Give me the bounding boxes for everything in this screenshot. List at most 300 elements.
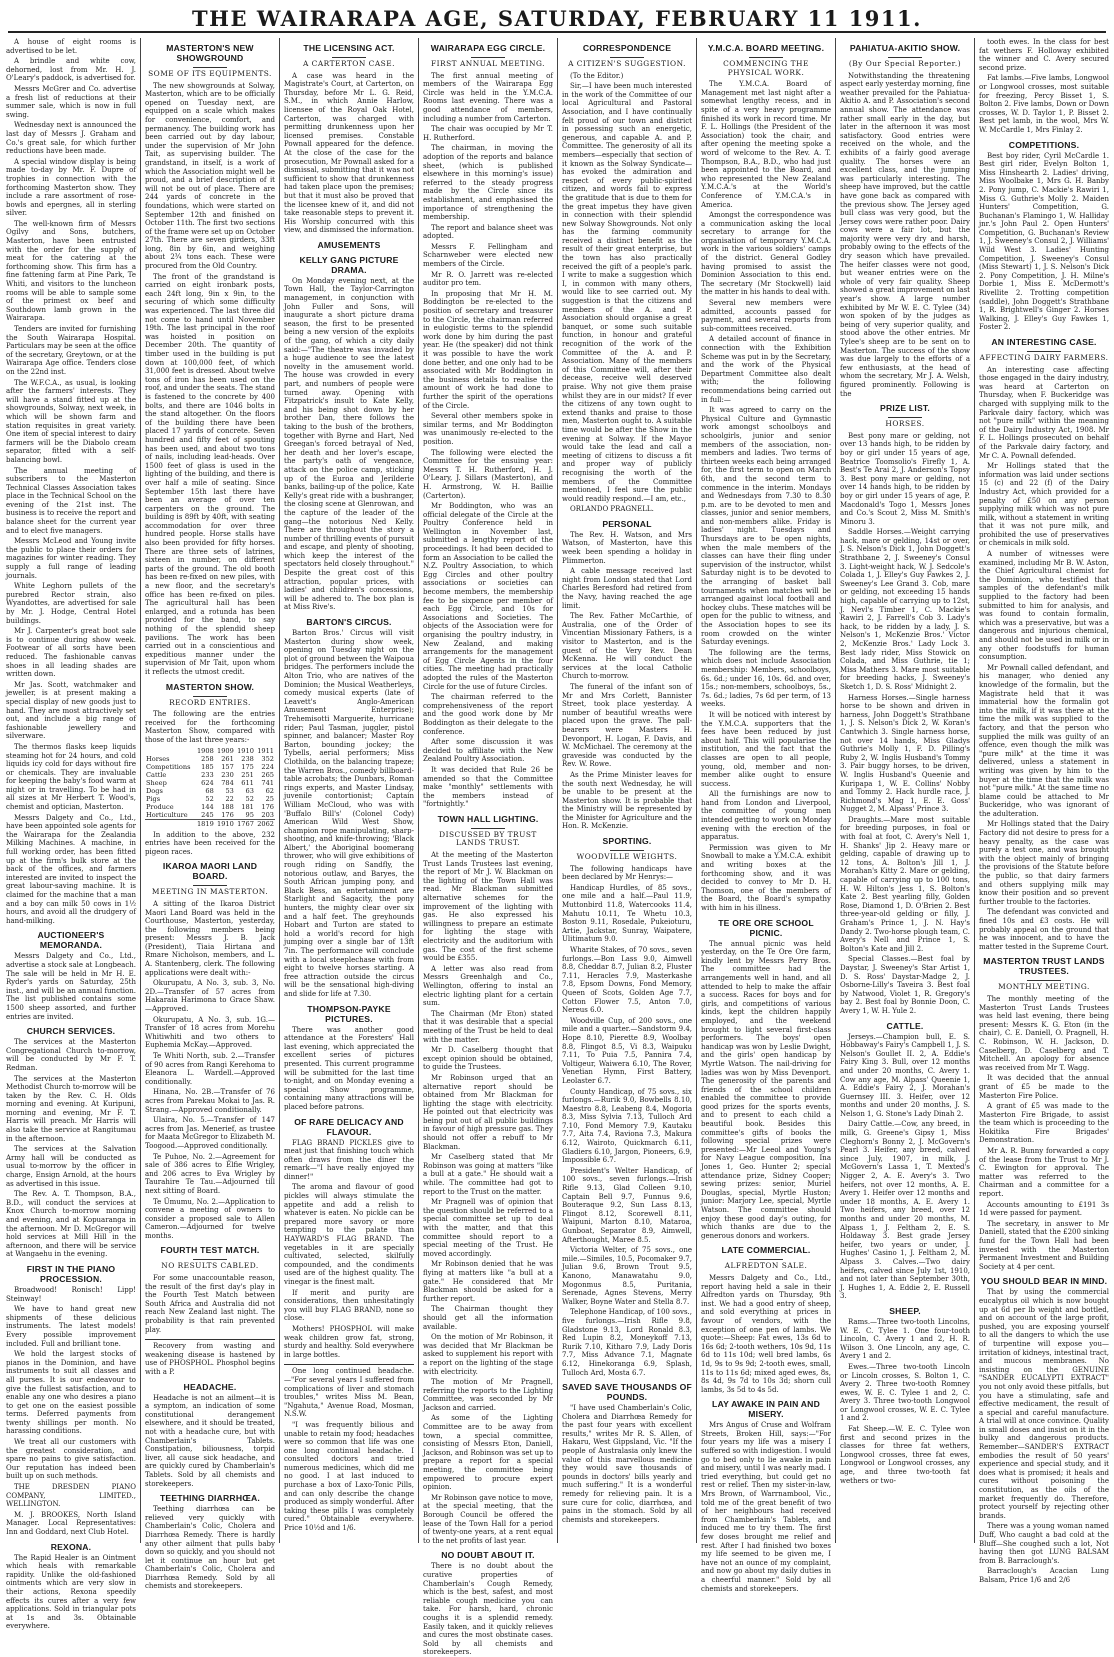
article-paragraph: The well-known firm of Messrs Ogilvy and Sons, butchers, Masterton, have been entrusted with the order for the supply of meat for the catering at the forthcoming show. This firm has a fine fattening farm at Pine Park, Te Whiti, and visitors to the luncheon rooms will be able to sample some of the primest ox beef and Southdown lamb grown in the Wairarapa. — [6, 219, 136, 323]
article-paragraph: Saddle Horses.—Weight carrying hack, mare or gelding, 14st or over, J. S. Nelson's Dick 1, John Doggett's Strathbane 2, J. Sweeney's Consul 3. Light-weight hack, W. J. Sedcole's Colada 1, J. Elley's Guy Fawkes 2, J. Sweeney's Lee Grand 3. Cob, mare or gelding, not exceeding 15 hands high, capable of carrying up to 12st, J. Nevl's Timber 1, C. Mackie's Rawiri 2, J. Farrell's Cob 3. Lady's hack, to be ridden by a lady, J. S. Nelson's 1, McKenzie Bros.' Victor 2, McKenzie Bros.' Lady Lock 3. Best lady rider, Miss Stowick on Colada, and Miss Guthrie, tie 1; Miss Mathers 3. Mare most suitable for breeding hacks, J. Sweeney's Sketch 1, D. S. Ross' Midnight 2. — [840, 528, 970, 691]
article-paragraph: The services at the Masterton Congregational Church to-morrow, will be conducted by Mr F. T. Redman. — [6, 1038, 136, 1072]
article-paragraph: Telephone Handicap, of 100 sovs., five furlongs.—Irish Rifle 9.8, Gladstone 9.13, Lord Ronald 8.3, Red Lupin 8.2, Moneykoff 7.13, Rurik 7.10, Kitharo 7.9, Lady Doris 7.7, Miss Advance 7.1, Magnate 6.12, Hinekoranga 6.9, Splash, Tulloch Ard, Mosta 6.7. — [562, 1308, 692, 1377]
article-heading: CHURCH SERVICES. — [26, 1026, 116, 1037]
article-paragraph: Wednesday next is announced the last day of Messrs J. Graham and Co.'s great sale, for which further reductions have been made. — [6, 121, 136, 156]
table-cell: 1910 — [215, 819, 235, 828]
article-heading: WAIRARAPA EGG CIRCLE. — [430, 43, 546, 53]
article-paragraph: The front of the grandstand is carried on eight ironbark posts, each 24ft long, 9in x 9in, to the securing of which some difficulty was experienced. The last three did not come to hand until November 19th. The last principal in the roof was hoisted in position on December 20th. The quantity of timber used in the building is put down at 100,000 feet, of which 31,000 feet is dressed. About twelve tons of iron has been used on the roof, and under the seats. The stand is fastened to the concrete by 400 bolts, and there are 1046 bolts in the stand altogether. On the floors of the building there have been placed 17 yards of concrete. Seven hundred and fifty feet of spouting has been used, and about two tons of nails, including lead-heads. Over 1500 feet of glass is used in the lighting of the building, and there is over half a mile of seating. Since September 15th last there have been an average of over ten carpenters on the ground. The building is 89ft by 40ft, with seating accommodation for over three hundred people. Horse stalls have also been provided for fifty horses. There are three sets of latrines, sixteen in number, on different parts of the ground. The old booth has been re-fixed on new piles, with a new floor, and the secretary's office has been re-fixed on piles. The agricultural hall has been enlarged, and a rotunda has been provided for the band, to say nothing of the splendid sheep pavilions. The work has been carried out in a conscientious and expeditious manner under the supervision of Mr Tait, upon whom it reflects the utmost credit. — [145, 272, 275, 676]
article-paragraph: Okurupatu, A No. 3, sub. 3, No. 2D.—Transfer of 57 acres from Hakaraia Harimona to Grace Shaw.—Approved. — [145, 979, 275, 1014]
article-paragraph: Mr Robinson denied that he was flying at matters like "a bull at a gate." He considered that Mr Blackman should be asked for a further report. — [423, 1260, 553, 1303]
article-heading: MASTERTON TRUST LANDS TRUSTEES. — [983, 956, 1105, 977]
article — [701, 1245, 831, 1394]
table-cell: 52 — [205, 794, 214, 803]
table-cell: 258 — [201, 754, 214, 763]
table-header-row — [145, 747, 275, 755]
article — [145, 861, 275, 1240]
article — [6, 1026, 136, 1259]
table-cell: Horses — [146, 754, 170, 763]
table-cell: 2062 — [255, 819, 275, 828]
article-heading: TOWN HALL LIGHTING. — [437, 813, 539, 824]
article — [562, 1382, 692, 1524]
article — [284, 43, 414, 235]
article-subheading: DISCUSSED BY TRUST LANDS TRUST. — [439, 829, 537, 848]
article — [6, 930, 136, 1021]
table-cell: 245 — [201, 810, 214, 819]
article-paragraph: The services at the Salvation Army hall will be conducted as usual to-morrow by the officer in charge, Ensign Arnold, at the hours as advertised in this issue. — [6, 1145, 136, 1188]
article-paragraph: After some discussion it was decided to affiliate with the New Zealand Poultry Association. — [423, 738, 553, 764]
column-6 — [701, 38, 831, 1593]
article-heading: PRIZE LIST. — [880, 403, 930, 414]
entries-table — [145, 747, 275, 828]
article-paragraph: The Rev. Father McCarthie, of Australia, one of the Order of Vincentian Missionary Fathers, is a visitor to Masterton, and is the guest of the Very Rev. Dean McKenna. He will conduct the services at the local Catholic Church to-morrow. — [562, 612, 692, 681]
article-paragraph: We hold the largest stocks of pianos in the Dominion, and have instruments to suit all classes and all purses. It is our endeavour to give the fullest satisfaction, and to enable any one who desires a piano to get one on the easiest possible terms. Deferred payments from twenty shillings per month. No harassing conditions. — [6, 1350, 136, 1436]
article-paragraph: A grant of £5 was made to the Masterton Fire Brigade, to assist the team which is proceeding to the Hokitika Fire Brigades' Demonstration. — [979, 1102, 1109, 1145]
table-cell: 238 — [241, 754, 254, 763]
article — [562, 519, 692, 831]
table-row — [145, 755, 275, 763]
article — [979, 337, 1109, 951]
article-paragraph: It will be noticed with interest by the Y.M.C.A. supporters that the fees have been reduced by just about half. This will popularise the institution, and the fact that the classes are open to all people, young, old, member and non-member alike ought to ensure success. — [701, 710, 831, 788]
article-paragraph: Mr Hollings stated that the information was laid under sections 15 (c) and 22 (f) of the Dairy Industry Act, which provided for a penalty of £50 on any person supplying milk which was not pure milk, without a statement in writing that it was not pure milk, and prohibited the use of preservatives or chemicals in milk sold. — [979, 462, 1109, 548]
article-heading: FIRST IN THE PIANO PROCESSION. — [26, 1263, 116, 1284]
article-paragraph: The aroma and flavour of good pickles will always stimulate the appetite and add a relish to whatever is eaten. No pickle can be prepared more savory or more tempting to the palate than HAYWARD'S FLAG BRAND. The vegetables in it are specially cultivated, selected, skilfully compounded, and the condiments used are of the highest quality. The vinegar is the finest malt. — [284, 1183, 414, 1286]
article — [701, 918, 831, 1241]
article-paragraph: Accounts amounting to £191 3s 1d were passed for payment. — [979, 1200, 1109, 1218]
column-4 — [423, 38, 553, 1657]
article-paragraph: Barraclough's Acacian Lung Balsam, Price 1/6 and 2/6 — [979, 1567, 1109, 1584]
article-paragraph: President's Welter Handicap, of 100 sovs., seven furlongs.—Irish Rifle 9.13, Glad Colleen 9.10, Captain Bell 9.7, Funnus 9.6, Bouteraque 9.2, Sun Lass 8.13, Flingot 8.12, Scorewell 8.11, Waipuni, Marton 8.10, Mataroa, Gunboat, Separator 8.9, Aimwell, Afterthought, Maree 8.5. — [562, 1166, 692, 1244]
article-paragraph: The Rapid Healer is an Ointment which heals with remarkable rapidity. Unlike the old-fashioned ointments which are very slow in their actions, Rexona speedily effects its cures after a very few applications. Sold in triangular pots at 1s and 3s. Obtainable everywhere. — [6, 1553, 136, 1631]
table-cell: 233 — [201, 770, 214, 779]
article-paragraph: A number of witnesses were examined, including Mr B. W. Aston, the Chief Agricultural chemist for the Dominion, who testified that samples of the defendant's milk supplied to the factory had been submitted to him for analysis, and was found to contain formalin, which was a preservative, but was a dangerous and injurious chemical, and should not be used in milk or in any other foodstuffs for human consumption. — [979, 550, 1109, 662]
article-paragraph: Mr Hollings stated that the Dairy Factory did not desire to press for a heavy penalty, as the case was purely a test one, and was brought with the object mainly of bringing the provisions of the Statute before the public, so that dairy farmers and others supplying milk may know their position and so prevent further trouble to the factories. — [979, 820, 1109, 906]
article-paragraph: Draughts.—Mare most suitable for breeding purposes, in foal or with foal at foot, C. Avery's Nell 1, H. Shanks' Jip 2. Heavy mare or gelding, capable of drawing up to 12 tons, A. Bolton's Jill 1, J. Morahan's Kitty 2. Mare or gelding, capable of carrying up to 100 tons, H. W. Hilton's Jess 1, S. Bolton's Kate 2. Best yearling filly, Golden Rose, Diamond 1, D. O'Brien 2. Best three-year-old gelding or filly, J. Graham's Prince 1, J. N. Hay's Dandy 2. Two-horse plough team, C. Avery's Nell and Prince 1, S. Bolton's Kate and Jill 2. — [840, 815, 970, 953]
newspaper-title: THE WAIRARAPA AGE, SATURDAY, FEBRUARY 11 1911. — [192, 6, 922, 31]
article-paragraph: Messrs McLeod and Young invite the public to place their orders for magazines for winter reading. They supply a full range of leading journals. — [6, 537, 136, 580]
table-row — [145, 779, 275, 787]
article-paragraph: The chair was occupied by Mr T. H. Rutherford. — [423, 125, 553, 142]
article-paragraph: Te Puhoe, No. 2.—Agreement for sale of 386 acres to Elfie Wrigley, and 206 acres to Eva Wrigley by Taurahire Te Tau.—Adjourned till next sitting of Board. — [145, 1152, 275, 1195]
article-heading: PERSONAL — [602, 518, 652, 529]
article-paragraph: Permission was given to Mr Snowball to make a Y.M.C.A. exhibit and writing boxes at the forthcoming show, and it was decided to convey to Mr D. H. Thomson, one of the members of the Board, the Board's sympathy with him in his illness. — [701, 843, 831, 912]
article-paragraph: The W.F.C.A., as usual, is looking after the farmers' interests. They will have a stand fitted up at the showgrounds, Solway, next week, in which will be shown farm and station requisites in great variety. One item of special interest to dairy farmers will be the Diabolo cream separator, fitted with a self-balancing bowl. — [6, 378, 136, 464]
article — [284, 617, 414, 999]
article-paragraph: There is no doubt about the curative properties of Chamberlain's Cough Remedy, which is the best, safest, and most reliable cough medicine you can take. For harsh, hard, chronic coughs it is a splendid remedy. Easily taken, and it quickly relieves and cures the most obstinate cases. Sold by all chemists and storekeepers. — [423, 1562, 553, 1657]
table-cell: 175 — [241, 762, 254, 771]
column-rule — [974, 38, 975, 1543]
article — [979, 1276, 1109, 1584]
article-heading: OF RARE DELICACY AND FLAVOUR. — [294, 1116, 404, 1137]
article-paragraph: FLAG BRAND PICKLES give to meat just that finishing touch which often draws from the diner the remark—"I have really enjoyed my dinner!" — [284, 1138, 414, 1181]
heading-rule — [888, 57, 922, 58]
article — [840, 403, 970, 1015]
article-heading: YOU SHOULD BEAR IN MIND. — [980, 1276, 1108, 1287]
article-paragraph: Mr Robinson gave notice to move, at the special meeting, that the Borough Council be offered the lease of the Town Hall for a period of twenty-one years, at a rent equal to the net profits of last year. — [423, 1493, 553, 1545]
article-paragraph: Wharite Stakes, of 70 sovs., seven furlongs.—Bon Lass 9.0, Aimwell 8.8, Cheddar 8.7, Julian 8.2, Fluster 7.11, Heracles 7.9, Masterkashe 7.8, Epsom Downs, Fond Memory, Queen of Scots, Golden Age 7.7, Cotton Flower 7.5, Anton 7.0, Nereus 6.0. — [562, 946, 692, 1015]
article-heading: SPORTING. — [602, 836, 652, 847]
article-heading: MASTERTON'S NEW SHOWGROUND — [166, 43, 254, 63]
table-cell: 52 — [245, 794, 254, 803]
article-paragraph: Mr Pownall called defendant, and his manager, who denied any knowledge of the formalin, but the Magistrate held that it was immaterial how the formalin got into the milk, if it was there at the time the milk was supplied to the factory, and that the person who supplied the milk was guilty of an offence, even though the milk was "pure milk" at the time it was delivered, unless a statement in writing was given by him to the buyer at the time that the milk was not "pure milk." At the same time no blame could be attached to Mr Buckeridge, who was ignorant of the adulteration. — [979, 663, 1109, 818]
article-paragraph: "I was frequently bilious and unable to retain my food; headaches were so common that life was one one long continual headache. I consulted doctors and tried numerous medicines, which did me no good. I at last induced to purchase a box of Laxo-Tonic Pills, and can only describe the change produced as simply wonderful. After taking these pills I was completely cured." Obtainable everywhere. Price 10½d and 1/6. — [284, 1420, 414, 1533]
article — [6, 1264, 136, 1537]
article-paragraph: Mr J. Carpenter's great boot sale is to continue during show week. Footwear of all sorts have been reduced. The fashionable canvas shoes in all leading shades are written down. — [6, 627, 136, 679]
article-paragraph: Several new members were admitted, accounts passed for payment, and several reports from sub-committees received. — [701, 299, 831, 333]
article-heading: Y.M.C.A. BOARD MEETING. — [707, 43, 825, 53]
article-heading: BARTON'S CIRCUS. — [306, 617, 392, 628]
masthead — [0, 0, 1114, 34]
article — [145, 1493, 275, 1591]
article-paragraph: We treat all our customers with the greatest consideration, and spare no pains to give satisfaction. Our reputation has indeed been built up on such methods. — [6, 1438, 136, 1481]
article-paragraph: County Handicap, of 75 sovs., six furlongs.—Rurik 9.0, Bowbells 8.10, Maestro 8.8, Leabeng 8.4, Mogoria 8.3, Miss Sylvia 7.13, Tulloch Ard 7.10, Fond Memory 7.9, Kautaku 7.7, Aita 7.4, Raviona 7.3, Makura 6.12, Wairoto, Quickmarch 6.11, Gladiers 6.10, Jargon, Pioneers, 6.9, Impossible 6.7. — [562, 1087, 692, 1165]
article — [423, 1550, 553, 1657]
article — [979, 140, 1109, 332]
heading-rule — [888, 417, 922, 418]
article — [562, 836, 692, 1377]
column-2 — [145, 38, 275, 1591]
article — [423, 43, 553, 809]
article-paragraph: The Y.M.C.A. Board of Management met last night after a somewhat lengthy recess, and in spite of a very heavy programme finished its work in record time. Mr F. L. Hollings (the President of the Association) took the chair, and after opening the meeting spoke a word of welcome to the Rev. A. T. Thompson, B.A., B.D., who had just been appointed to the Board, and who represented the New Zealand Y.M.C.A.'s at the World's Conference of Y.M.C.A.'s in America. — [701, 80, 831, 209]
article-heading: AUCTIONEER'S MEMORANDA. — [37, 930, 105, 951]
table-cell: 68 — [205, 786, 214, 795]
article-heading: PAHIATUA-AKITIO SHOW. — [849, 43, 961, 53]
table-cell: 188 — [221, 802, 234, 811]
article-paragraph: Broadwood! Ronisch! Lipp! Steinway! — [6, 1285, 136, 1303]
heading-rule — [1027, 980, 1061, 981]
article-subheading: WOODVILLE WEIGHTS. — [576, 852, 678, 862]
table-cell: 53 — [225, 786, 234, 795]
article — [284, 1364, 414, 1532]
article-paragraph: If merit and purity are considerations, then unhesitatingly you will buy FLAG BRAND, none so close. — [284, 1288, 414, 1323]
article-paragraph: A special window display is being made to-day by Mr. F. Dupre of trophies in connection with the forthcoming Masterton show. They include a rare assortment of rose-bowls and epergnes, all in sterling silver. — [6, 157, 136, 218]
article-paragraph: The chairman, in moving the adoption of the reports and balance sheet, (which is published elsewhere in this morning's issue) referred to the steady progress made by the Circle since its establishment, and emphasised the importance of strengthening the membership. — [423, 144, 553, 222]
article-paragraph: ORLANDO PRAGNELL. — [570, 505, 654, 514]
article-paragraph: (To the Editor.) — [570, 71, 624, 80]
article-paragraph: Mr Jas. Scott, watchmaker and jeweller, is at present making a special display of new goods just to hand. They are most attractively set out, and include a big range of fashionable jewellery and silverware. — [6, 680, 136, 741]
column-7 — [840, 38, 970, 1543]
article-paragraph: Mrs Angus of Cruse and Wolfram Streets, Broken Hill, says:—"For four years my life was a misery I suffered so with indigestion. I would go to bed only to lie awake in pain and misery, until I was nearly mad. I tried everything, but could get no rest or relief. Then my sister-in-law, Mrs Brown, of Warrnambool, Vic., told me of the great benefit of two of her neighbours had received from Chamberlain's Tablets, and induced me to try them. The first few doses brought me relief and rest. After I had finished two boxes my life seemed to be given me, I have not an ounce of my complaint, and now go about my daily duties in a cheerful manner." Sold by all chemists and storekeepers. — [701, 1421, 831, 1593]
article-paragraph: Best boy rider, Cyril McCardle 1. Best girl rider, Evelyn Bolton 1, Miss Hinshearth 2. Ladies' driving, Miss Woolbake 1, Mrs G. H. Banby 2. Pony jump, C. Mackie's Rawiri 1, Miss G. Guthrie's Molly 2. Maiden Hunters' Competition, G. Buchanan's Flamingo 1, W. Halliday jnr.'s John Paul 2. Open Hunters' Competition, G. Buchanan's Review 1, J. Sweeney's Consul 2, J. Williams' Wild West 3. Ladies' Hunting Competition, J. Sweeney's Consul (Miss Stewart) 1, J. S. Nelson's Dick 2. Pony Competition, J. H. Milne's Dorbie 1, Miss E. McDermott's Rivellite 2. Trotting competition (saddle), John Doggett's Strathbane 1, R. Brightwell's Ginger 2. Horses Walking, J. Elley's Guy Fawkes 1, Foster 2. — [979, 151, 1109, 332]
article-subheading: MEETING IN MASTERTON. — [151, 887, 269, 897]
article-paragraph: Mr D. Caselberg thought that except opinion should be obtained, to guide the Trustees. — [423, 1046, 553, 1072]
article — [979, 38, 1109, 135]
article-heading: THOMPSON-PAYKE PICTURES. — [307, 1003, 391, 1024]
table-header: 1911 — [257, 746, 274, 755]
heading-rule — [193, 696, 227, 697]
article-paragraph: The following handicaps have been declared by Mr Henrys:— — [562, 864, 692, 882]
article-paragraph: A brindle and white cow, dehorned, lost from Mr. H. J. O'Leary's paddock, is advertised for. — [6, 57, 136, 83]
column-rule — [696, 38, 697, 1543]
heading-rule — [471, 828, 505, 829]
article-paragraph: The Chairman (Mr Eton) stated that it was desirable that a special meeting of the Trust be held to deal with the matter. — [423, 1009, 553, 1044]
article-heading: KELLY GANG PICTURE DRAMA. — [299, 254, 399, 275]
article-heading: TEETHING DIARRHŒA. — [159, 1493, 261, 1504]
article — [145, 1382, 275, 1489]
table-cell: 203 — [261, 810, 274, 819]
table-cell: 265 — [261, 770, 274, 779]
article-paragraph: The annual picnic was held yesterday, on the Te Ore Ore farm, kindly lent by Messrs Perry Bros. The committee had the arrangements well in hand, and all attended to help to make the affair a success. Races for boys and for girls, and competitions of various kinds, kept the children happily employed, and the weekend brought to light several first-class performers. The boys' open handicap was won by Leslie Dwight, and the girls' open handicap by Myrtle Watson. The nail-driving for ladies was won by Miss Devenport. The generosity of the parents and friends of the school children enabled the committee to provide good prizes for the sports events, and to present to each child a beautiful book. Besides this committee's gifts of books the following special prizes were presented:—Mr Leeol and Young's for Navy League composition, Ina Jones 1, Geo. Hunter 2; special attendance prize, Sidney Cooper; sewing prizes: senior, Muriel Douglas, special, Myrtle Huston; junior: Marjory Lee, special, Myrtle Watson. The committee should enjoy these good day's outing, for which thanks are due to the generous donors and workers. — [701, 939, 831, 1240]
table-cell: 1767 — [235, 819, 255, 828]
article-heading: TE ORE ORE SCHOOL PICNIC. — [718, 917, 814, 938]
table-cell: Dogs — [146, 786, 163, 795]
article-paragraph: It was decided that Rule 26 be amended so that the Committee make "monthly" settlements with the members instead of "fortnightly." — [423, 765, 553, 809]
article — [840, 1306, 970, 1485]
article-paragraph: As the Prime Minister leaves for the south next Wednesday, he will be unable to be present at the Masterton show. It is probable that the Ministry will be represented by the Minister for Agriculture and the Hon. R. McKenzie. — [562, 770, 692, 831]
table-total-row — [145, 819, 275, 828]
article-paragraph: An interesting case affecting those engaged in the dairy industry, was heard at Carterton on Thursday, when F. Buckeridge was charged with supplying milk to the Parkvale dairy factory, which was not "pure milk" within the meaning of the Dairy Industry Act, 1908. Mr F. L. Hollings prosecuted on behalf of the Parkvale dairy factory, and Mr C. A. Pownall defended. — [979, 365, 1109, 460]
article — [701, 43, 831, 913]
article-heading: MASTERTON SHOW. — [165, 681, 255, 692]
table-header: 1910 — [237, 746, 254, 755]
article-heading: FOURTH TEST MATCH. — [160, 1245, 260, 1256]
article-paragraph: Special Classes.—Best foal by Daystar, J. Sweeney's Star Artist 1, D. S. Ross' Daystar-Madge 2, J. Osborne-Lilly's Taveira 3. Best foal by Natwood, Violet 1, R. Gregory's bay 2. Best foal by Bonnie Doon, C. Avery 1, W. H. Yule 2. — [840, 955, 970, 1015]
article-heading: CORRESPONDENCE — [582, 43, 672, 53]
article — [840, 43, 970, 398]
article-paragraph: Messrs Dalgety and Co., Ltd., have been appointed sole agents for the Wairarapa for the Zealandia Milking Machines. A machine, in full working order, has been fitted up at the firm's bulk store at the back of the offices, and farmers interested are invited to inspect the great labour-saving machine. It is claimed for the machine that a man and a boy can milk 50 cows in 1½ hours, and avoid all the drudgery of hand-milking. — [6, 813, 136, 925]
table-cell: 741 — [261, 778, 274, 787]
article-subheading: A CITIZEN'S SUGGESTION. — [568, 59, 686, 68]
article-paragraph: In addition to the above, 232 entries have been received for the pigeon races. — [145, 830, 275, 856]
table-cell: 62 — [265, 786, 274, 795]
article-subheading: COMMENCING THE PHYSICAL WORK. — [723, 59, 809, 77]
column-1 — [6, 38, 136, 1631]
article-paragraph: Te Ümumu, No. 2.—Application to convene a meeting of owners to consider a proposed sale to Allen Cameron.—Adjourned for twelve months. — [145, 1197, 275, 1240]
article-paragraph: Okurupatu, A No. 3, sub. 1G.—Transfer of 18 acres from Morehu Whitiwhiti and two others to Euphemia McKay.—Approved. — [145, 1015, 275, 1050]
table-cell: 181 — [241, 802, 254, 811]
article-paragraph: Mr Robinson urged that an alternative report should be obtained from Mr Blackman for lighting the stage with electricity. He pointed out that electricity was being put out of all public buildings in favour of high pressure gas. They should not offer a rebuff to Mr Blackman. — [423, 1073, 553, 1151]
column-rule — [140, 38, 141, 1543]
article — [423, 814, 553, 1546]
article — [562, 43, 692, 514]
article-paragraph: The annual meeting of subscribers to the Masterton Technical Classes Association takes place in the Technical School on the evening of the 21st inst. The business is to receive the report and balance sheet for the current year and to elect five managers. — [6, 466, 136, 535]
article-separator — [284, 1364, 414, 1365]
article — [840, 1021, 970, 1301]
article-paragraph: The Rev. H. Watson, and Mrs Watson, of Masterton, have this week been spending a holiday in Plimmerton. — [562, 530, 692, 565]
article-subheading: ALFREDTON SALE. — [724, 1261, 808, 1271]
article-paragraph: The new showgrounds at Solway, Masterton, which are to be officially opened on Tuesday next, are equipped on a scale which makes for convenience, comfort, and permanency. The building work has been carried out by day labour, under the supervision of Mr John Tait, as supervising builder. The grandstand, in itself, is a work of which the Association might well be proud, and a brief description of it will not be out of place. There are 244 yards of concrete in the foundations, which were started on September 12th and finished on October 11th. The first two sections of the frame were set up on October 27th. There are seven girders, 33ft long, 8in by 6in, and weighing about 2¾ tons each. These were procured from the Old Country. — [145, 81, 275, 271]
article-paragraph: White Leghorn pullets of the purebred Rector strain, also Wyandottes, are advertised for sale by Mr. J. Hodge, Central Hotel buildings. — [6, 582, 136, 625]
article-paragraph: THE DRESDEN PIANO COMPANY, LIMITED., WELLINGTON. — [6, 1483, 136, 1509]
article-paragraph: The Rev. A. T. Thompson, B.A., B.D., will conduct the services at Knox Church to-morrow morning and evening, and at Kopuaranga in the afternoon. Mr D. McGregor will hold services at Mill Hill in the afternoon, and there will be service at Wangaehu in the evening. — [6, 1190, 136, 1259]
article-paragraph: A detailed account of finance in connection with the Exhibition Scheme was put in by the Secretary, and the work of the Physical Department Committee also dealt with; the following recommendations being carried out in full:— — [701, 335, 831, 404]
article-paragraph: There was another good attendance at the Foresters' Hall last evening, which appreciated the excellent series of pictures presented. This current programme will be submitted for the last time to-night, and on Monday evening a special Show programme, containing many attractions will be placed before patrons. — [284, 1025, 414, 1111]
table-cell: 95 — [245, 810, 254, 819]
masthead-rule — [8, 31, 1106, 33]
article-subheading: NO RESULTS CABLED. — [161, 1261, 259, 1271]
heading-rule — [610, 850, 644, 851]
article-paragraph: Fat lambs.—Five lambs, Longwool or Longwool crosses, most suitable for freezing, Percy Bisset 1, S. Bolton 2. Five lambs, Down or Down crosses, W. D. Taylor 1, P. Bisset 2. Best pet lamb, in the wool, Mrs W. W. McCardle 1, Mrs Finlay 2. — [979, 74, 1109, 134]
table-header: 1908 — [196, 746, 214, 755]
article — [6, 38, 136, 925]
article-subheading: HORSES. — [885, 419, 925, 429]
table-cell: 185 — [201, 762, 214, 771]
table-cell: Cattle — [146, 770, 167, 779]
table-cell: 261 — [221, 754, 234, 763]
article — [145, 43, 275, 677]
table-cell: 230 — [221, 770, 234, 779]
article-paragraph: A house of eight rooms is advertised to be let. — [6, 38, 136, 55]
article-paragraph: The Chairman thought they should get all the information available. — [423, 1305, 553, 1331]
table-row — [145, 787, 275, 795]
article-paragraph: Hinana, No. 2B.—Transfer of 76 acres from Parekau Mokai to Jas. R. Strang.—Approved conditionally. — [145, 1088, 275, 1114]
article-subheading: SOME OF ITS EQUIPMENTS. — [148, 69, 272, 78]
table-row — [145, 771, 275, 779]
article — [284, 1004, 414, 1112]
article-paragraph: A sitting of the Ikaroa District Maori Land Board was held in the Courthouse, Masterton, yesterday, the following members being present: Messrs J. B. Jack (President), Tiaia Hirtana and Rmare Nicholson, members, and L. A. Stantenberg, clerk. The following applications were dealt with:- — [145, 899, 275, 977]
article-paragraph: The following are the terms, which does not include Association membership: Members, schoolboys, 6s. 6d.; under 16, 10s. 6d. and over, 15s.; non-members, schoolboys, 5s., 7s. 6d.; ladies, 7s 6d per term, of 13 weeks. — [701, 648, 831, 709]
article-paragraph: One long continued headache.—"For several years I suffered from complications of liver and stomach troubles," writes Miss M. Bean, "Ngahuta," Avenue Road, Mosman, N.S.W. — [284, 1367, 414, 1419]
article-subheading: AFFECTING DAIRY FARMERS. — [979, 353, 1109, 362]
article-paragraph: Mothers! PHOSPHOL will make weak children grow fat, strong, sturdy and healthy. Sold everywhere in large bottles. — [284, 1324, 414, 1359]
table-cell: 22 — [225, 794, 234, 803]
table-cell: 224 — [261, 762, 274, 771]
article-paragraph: All the furnishings are now to hand from London and Liverpool, the committee of young men intended getting to work on Monday evening with the erection of the apparatus. — [701, 790, 831, 842]
table-cell: 784 — [221, 778, 234, 787]
article-heading: COMPETITIONS. — [1008, 139, 1080, 150]
heading-rule — [610, 57, 644, 58]
table-cell: Pigs — [146, 794, 161, 803]
article-paragraph: Mr Boddington, who was an official delegate of the Circle at the Poultry Conference held in Wellington in November last, submitted a lengthy report of the proceedings. It had been decided to form an Association to be called the N.Z. Poultry Association, to which Egg Circles and other poultry associations or societies can become members, the membership fee to be sixpence per member of each Egg Circle, and 10s for Associations and Societies. The objects of the Association were for organising the poultry industry, in New Zealand, and making arrangements for the management of Egg Circle Agents in the four cities. The meeting had practically adopted the rules of the Masterton Circle for the use of future Circles. — [423, 502, 553, 691]
table-row — [145, 811, 275, 820]
heading-rule — [193, 1259, 227, 1260]
article-paragraph: Teething diarrhœa can be relieved very quickly with Chamberlain's Colic, Cholera and Diarrhœa Remedy. There is hardly any other ailment that pulls baby down so quickly, and you should not let it continue an hour but get Chamberlain's Colic, Cholera and Diarrhœa Remedy. Sold by all chemists and storekeepers. — [145, 1505, 275, 1591]
article-paragraph: Mr Caselberg stated that Mr Robinson was going at matters "like a bull at a gate." He should wait a while. The committee had got to report to the Trust on the matter. — [423, 1153, 553, 1196]
article-paragraph: Messrs McGrer and Co. advertise a fresh list of reductions at their summer sale, which is now in full swing. — [6, 84, 136, 119]
column-rule — [279, 38, 280, 1543]
article-paragraph: Messrs Dalgety and Co., Ltd., advertise a stock sale at Longbeach. The sale will be held in Mr H. E. Ryder's yards on Saturday, 25th inst., and will be an annual function. The list published contains some 1500 sheep assorted, and further entries are invited. — [6, 952, 136, 1021]
article-paragraph: The defendant was convicted and fined 10s and £3 costs. He will probably appeal on the ground that he was innocent, and to have the matter tested in the Supreme Court. — [979, 908, 1109, 951]
article-heading: LATE COMMERCIAL. — [721, 1245, 811, 1256]
article-heading: HEADACHE. — [183, 1381, 237, 1392]
heading-rule — [332, 57, 366, 58]
column-3 — [284, 38, 414, 1543]
article-paragraph: Barton Bros.' Circus will visit Masterton during show week, opening on Tuesday night on the plot of ground between the Waipoua bridges. The performers include the Alton Trio, who are natives of the Dominion; the Musical Weatherleys, comedy musical experts (late of Leavett's Anglo-American Amusement Enterprise); Trehemisotti Marguerite, hurricane rider; Paul Tasman, juggler, pistol spinner, and balancer; Master Roy Barton, bounding jockey; the Tybells, aerial performers; Miss Clothilda, on the balancing trapeze; the Warren Bros., comedy billboard-table acrobats; the Dunbars, Roman rings experts, and Master Lindsay, juvenile contortionist; Captain William McCloud, who was with 'Buffalo Bill's' (Colonel Cody) American Wild West Show, champion rope manipulating, sharp-shooting, and knife-throwing; 'Black Albert,' the Aboriginal boomerang thrower, who will give exhibitions of rough riding on Sandfly, the notorious outlaw, and Baryes, the South African jumping pony, and Black Bess, an entertainment are Starlight and Sagacity, the pony hunters, the mighty clear over six and a half feet. The greyhounds Hobart and Turton are stated to hold a world's record for high jumping over a single bar of 13ft 7in. The performance will conclude with a local steeplechase with from eight to twelve horses starting. A free attraction outside the circus will be the sensational high-diving and slide for life at 7.30. — [284, 629, 414, 998]
column-rule — [418, 38, 419, 1543]
column-rule — [835, 38, 836, 1543]
article-paragraph: Harness Horses.—Single harness horse to be shown and driven in harness, John Doggett's Strathbane 1, J. S. Nelson's Dick 2, W. Koran's Cantwhich 3. Single harness horse, not over 14 hands, Miss Gladys Guthrie's Molly 1, F. D. Pilling's Ruby 2, W. Inglis Husband's Tommy 3. Pair buggy horses, to be driven, W. Inglis Husband's Queenie and Kuripapa 1, W. E. Collins' Nobby and Tommy 2. Hack hurdle race, J. Richmond's Mag 1, E. E. Goss' Nugget 2, M. Alpass' Prince 3. — [840, 693, 970, 814]
article-paragraph: We have to hand great new shipments of these delicious instruments. The latest models! Every possible improvement included. Full and brilliant tone. — [6, 1305, 136, 1348]
article — [979, 956, 1109, 1271]
article-paragraph: A case was heard in the Magistrate's Court, at Carterton, on Thursday, before Mr L. G. Reid, S.M., in which Annie Harlow, licensee of the Royal Oak Hotel, Carterton, was charged with permitting drunkenness upon her licensed premises. Constable Pownall appeared for the defence. At the close of the case for the prosecution, Mr Pownall asked for a dismissal, submitting that it was not sufficient to show that drunkenness had taken place upon the premises; but that it must also be proved that the licensee knew of it, and did not take reasonable steps to prevent it. His Worship concurred with this view, and dismissed the information. — [284, 71, 414, 235]
article-paragraph: Mr R. O. Jarrett was re-elected auditor pro tem. — [423, 270, 553, 288]
article-subheading: RECORD ENTRIES. — [169, 697, 251, 707]
article-paragraph: Dairy Cattle.—Cow, any breed, in milk, G. Greene's Gipsy 1, Miss Cleghorn's Bonny 2, J. McGovern's Pearl 3. Heifer, any breed, calved since July, 1907, in milk, J. McGovern's Lassa 1, T. Mexted's Nigger 2, A. E. Avery's 3. Two heifers, not over 12 months, A. E. Avery 1. Heifer over 12 months and under 18 months, A. E. Avery 1. Two heifers, any breed, over 12 months and under 20 months, M. Alpass 1, J. Feltham 2, E. S. Holdaway 3. Best grade Jersey heifer, two years or under, J. Hughes' Casino 1, J. Feltham 2, M. Alpass 3. Calves.—Two dairy heifers, calved since July 1st, 1910, and not later than September 30th, J. Hughes 1, A. Eddie 2, E. Russell 3. — [840, 1120, 970, 1301]
article-paragraph: Amongst the correspondence was a communication asking the local secretary to arrange for the organisation of temporary Y.M.C.A. work in the various soldiers' camps of the district. General Godley having promised to assist the Dominion Association to this end. The secretary (Mr Stockwell) laid the matter in his hands to deal with. — [701, 211, 831, 297]
article-subheading: FIRST ANNUAL MEETING. — [431, 59, 545, 68]
article-paragraph: The monthly meeting of the Masterton Trust Lands Trustees was held last evening, there being present: Messrs K. G. Eton (in the chair), C. E. Daniell, O. Pragnell, H. C. Robinson, W. H. Jackson, D. Caselberg, D. Caselberg and T. Mitchell. An apology for absence was received from Mr T. Wagg. — [979, 994, 1109, 1072]
article — [145, 1245, 275, 1334]
heading-rule — [471, 57, 505, 58]
table-cell: 176 — [221, 810, 234, 819]
article-heading: THE LICENSING ACT. — [303, 43, 395, 53]
article-separator — [145, 1339, 275, 1340]
article-paragraph: It was decided that the annual grant of £5 be made to the Masterton Fire Police. — [979, 1074, 1109, 1100]
article — [284, 1117, 414, 1360]
table-cell: Horticulture — [146, 810, 188, 819]
table-cell — [145, 819, 195, 828]
table-row — [145, 763, 275, 771]
article-paragraph: A cable message received last night from London stated that Lord Charles Beresford had retired from the Navy, having reached the age limit. — [562, 567, 692, 610]
article-paragraph: Best pony mare or gelding, not over 13 hands high, to be ridden by boy or girl under 15 years of age, Beatrice Toomsolio's Firefly 1, A. Best's Te Arai 2, J. Anderson's Topsy 3. Best pony mare or gelding, not over 14 hands high, to be ridden by boy or girl under 15 years of age, P. Macdonald's Togo 1, Messrs Jones and Co.'s Scout 2, Miss M. Smith's Minoru 3. — [840, 431, 970, 526]
article-paragraph: Victoria Welter, of 75 sovs., one mile.—Similes, 10.5, Pocomaker 9.7, Julian 9.6, Brown Trout 9.5, Kanono, Manawatahu 9.0, Mogonmus 8.5, Puritania, Serenade, Agnes Stevens, Merry Walker, Boyne Water and Stella 8.7. — [562, 1246, 692, 1306]
article-paragraph: tooth ewes. In the class for best fat wethers F. Holloway exhibited the winner and C. Avery secured second prize. — [979, 38, 1109, 72]
article-paragraph: The following were elected the Committee for the ensuing year: Messrs T. H. Rutherford, H. J. O'Leary, J. Sillars (Masterton), and H. Armstrong, W. H. Baillie (Carterton). — [423, 448, 553, 500]
table-cell: 25 — [265, 794, 274, 803]
table-cell: 1819 — [195, 819, 215, 828]
article-paragraph: The motion of Mr Pragnell, referring the reports to the Lighting Committee, was seconded by Mr Jackson and carried. — [423, 1378, 553, 1412]
column-rule — [557, 38, 558, 1543]
table-row — [145, 795, 275, 803]
article-paragraph: There was a young woman named Duff, Who caught a bad cold at the Bluff—She coughed such a lot, Not having then got LUNG BALSAM from B. Barraclough's. — [979, 1522, 1109, 1565]
column-8 — [979, 38, 1109, 1584]
article — [284, 255, 414, 612]
article-paragraph: "I have used Chamberlain's Colic, Cholera and Diarrhœa Remedy for the past four years with excellent results," writes Mr R. S. Allen, of Hakaru, West Gippsland, Vic. "If the people of Australasia only knew the value of this marvellous medicine they would save thousands of pounds in doctors' bills yearly and much suffering." It is a wonderful remedy for relieving pain. It is a sure cure for colic, diarrhœa, and pains in the stomach. Sold by all chemists and storekeepers. — [562, 1404, 692, 1524]
article-heading: AN INTERESTING CASE. — [991, 337, 1097, 347]
article-paragraph: Headache is not an ailment—it is a symptom, an indication of some constitutional derangement elsewhere, and it should be treated, not with a headache cure, but with Chamberlain's Tablets. Constipation, biliousness, torpid liver, all cause sick headache, and are quickly cured by Chamberlain's Tablets. Sold by all chemists and storekeepers. — [145, 1393, 275, 1488]
article — [145, 682, 275, 857]
article-heading: LAY AWAKE IN PAIN AND MISERY. — [712, 1399, 820, 1420]
article — [6, 1542, 136, 1631]
article-paragraph: Ulaira, No. 5.—Transfer of 147 acres from Jas. Menerief, as trustee for Maata McGregor to Elizabeth M. Toogood.—Approved conditionally. — [145, 1116, 275, 1150]
table-cell: Produce — [146, 802, 174, 811]
article-subheading: (By Our Special Reporter.) — [848, 59, 962, 68]
article-paragraph: A letter was also read from Messrs Greenhalgh and Co., Wellington, offering to instal an electric lighting plant for a certain sum. — [423, 964, 553, 1008]
article-paragraph: The first annual meeting of members of the Wairarapa Egg Circle was held in the Y.M.C.A. Rooms last evening. There was a good attendance of members, including a number from Carterton. — [423, 71, 553, 123]
heading-rule — [1027, 351, 1061, 352]
table-cell: 624 — [201, 778, 214, 787]
article-subheading: MONTHLY MEETING. — [998, 982, 1090, 992]
article-paragraph: The following are the entries received for the forthcoming Masterton Show, compared with those of the last three years:- — [145, 710, 275, 744]
article-paragraph: The secretary, in answer to Mr Daniell, stated that the £200 sinking fund for the Town Hall had been invested with the Masterton Permanent Investment and Building Society at 4 per cent. — [979, 1219, 1109, 1271]
table-cell: 352 — [261, 754, 274, 763]
article-heading: CATTLE. — [886, 1020, 924, 1031]
table-row — [145, 803, 275, 811]
table-cell: Competitions — [146, 762, 191, 771]
table-cell: Sheep — [146, 778, 167, 787]
article-paragraph: For some unaccountable reason, the result of the first day's play in the Fourth Test Match between South Africa and Australia did not reach New Zealand last night. The probability is that rain prevented play. — [145, 1274, 275, 1334]
article — [701, 1399, 831, 1593]
article-paragraph: Mr Pragnell was of opinion that the question should be referred to a special committee set up to deal with the matter, and that this committee should report to a special meeting of the Trust. He moved accordingly. — [423, 1198, 553, 1258]
article-paragraph: Sir,—I have been much interested in the work of the Committee of our local Agricultural and Pastoral Association, and I have continually felt proud of our town and district in possessing such an energetic, generous, and capable A. and P. Committee. The generosity of all its members—especially that section of it known as the Solway Syndicate—has evoked the admiration and respect of every public-spirited citizen, and words fail to express the gratitude that is due to them for the great impetus they have given in connection with their splendid new Solway Showgrounds. Not only has the farming community received a distinct benefit as the result of their great enterprise, but the town has also practically received the gift of a people's park. I write to make a suggestion which I, in common with many others, would like to see carried out. My suggestion is that the citizens and members of the A. and P. Association should organise a great banquet, or some such suitable function, in honour and grateful recognition of the work of the Committee of the A. and P. Association. Many of the members of this Committee will, after their decease, receive well deserved praise. Why not give them praise whilst they are in our midst? If ever the citizens of any town ought to extend thanks and praise to those men, Masterton ought to. A suitable time would be after the Show in the evening at Solway. If the Mayor would take the lead and call a meeting of citizens to discuss a fit and proper way of publicly recognising the worth of the members of the Committee mentioned, I feel sure the public would readily respond.—I am, etc., — [562, 82, 692, 503]
article-heading: SAVED SAVE THOUSANDS OF POUNDS. — [562, 1382, 692, 1403]
article-paragraph: The chairman referred to the comprehensiveness of the report and the good work done by Mr Boddington as their delegate to the conference. — [423, 693, 553, 736]
article-paragraph: It was agreed to carry on the Physical Culture and Gymnastic work amongst schoolboys and schoolgirls, junior and senior members of the association, non-members and ladies. Two terms of thirteen weeks each being arranged for, the first term to open on March 6th, and the second term to commence in the interim. Mondays and Wednesdays from 7.30 to 8.30 p.m. are to be devoted to men and classes, junior and senior members, and non-members alike. Friday is ladies' night. Tuesdays and Thursdays are to be open nights, when the male members of the classes can have their fling under supervision of the instructor, whilst Saturday night is to be devoted to the arranging of basket ball tournaments when matches will be arranged against local football and hockey clubs. These matches will be open for the public to witness, and the Association hopes to see its room crowded on the winter Saturday evenings. — [701, 406, 831, 647]
article-heading: REXONA. — [50, 1541, 92, 1552]
article — [145, 1339, 275, 1376]
article-paragraph: That by using the commercial eucalyptus oil which is now bought up at 6d per lb weight and bottled, and on account of the large profit, pushed, you are exposing yourself to all the dangers to which the use of turpentine will expose you—irritation of kidneys, intestinal tract, and mucous membranes. No insisting on the GENUINE "SANDER EUCALYPTI EXTRACT" you not only avoid these pitfalls, but you have a stimulating, safe and effective medicament, the result of a special and careful manufacture. A trial will at once convince. Quality in small doses and insist on it in the bulky and dangerous products. Remember—SANDER'S EXTRACT embodies the result of 50 years' experience and special study, and it does what is promised; it heals and cures without poisoning the constitution, as the oils of the market frequently do. Therefore, protect yourself by rejecting other brands. — [979, 1288, 1109, 1520]
article-paragraph: Ewes.—Three two-tooth Lincoln or Lincoln crosses, S. Bolton 1, C. Avery 2. Three two-tooth Romney ewes, W. E. C. Tylee 1 and 2, C. Avery 3. Three two-tooth Longwool or Longwool crosses, W. E. C. Tylee 1 and 2. — [840, 1362, 970, 1423]
article-paragraph: The funeral of the infant son of Mr and Mrs Corlett, Bannister Street, took place yesterday. A number of beautiful wreaths were placed upon the grave. The pall-bearers were Masters H. Devonport, H. Logan, F. Davis, and W. McMichael. The ceremony at the graveside was conducted by the Rev. W. Rowe. — [562, 682, 692, 769]
article-paragraph: Handicap Hurdles, of 85 sovs., one mile and a half.—Paul 11.9, Muttonbird 11.8, Watercooks 11.4, Mahutu 10.11, Te Whetu 10.3, Boston 9.11, Rosedale, Pukeioturu, Artie, Jackstar, Sunray, Waipatere, Ulitimatum 9.0. — [562, 883, 692, 944]
article-paragraph: The report and balance sheet was adopted. — [423, 223, 553, 241]
article — [284, 240, 414, 250]
article-paragraph: The thermos flasks keep liquids steaming hot for 24 hours, and cold liquids icy cold for days without fire or chemicals. They are invaluable for keeping the baby's food warm at night or in travelling. To be had in all sizes at Mr Herbert T. Wood's, chemist and optician, Masterton. — [6, 742, 136, 812]
table-cell: 251 — [241, 770, 254, 779]
heading-rule — [749, 57, 783, 58]
table-cell: 157 — [221, 762, 234, 771]
article-heading: IKAROA MAORI LAND BOARD. — [162, 861, 258, 882]
article-subheading: A CARTERTON CASE. — [303, 59, 395, 68]
heading-rule — [193, 67, 227, 68]
article-heading: AMUSEMENTS — [317, 239, 381, 250]
article-paragraph: Tenders are invited for furnishing the South Wairarapa Hospital. Particulars may be seen at the office of the secretary, Greytown, or at the Wairarapa Age office. Tenders close on the 22nd inst. — [6, 325, 136, 376]
article-paragraph: As some of the Lighting Committee are to be away from town, a special committee, consisting of Messrs Eton, Daniell, Jackson, and Robinson was set up to prepare a report for a special meeting, the committee being empowered to procure expert opinion. — [423, 1414, 553, 1492]
table-header — [145, 747, 195, 755]
article-paragraph: Messrs Dalgety and Co., Ltd., report having held a sale in their Alfredton yards on Thursday, 9th inst. We had a good entry of sheep, and sold everything at prices in favour of vendors, with the exception of one pen of lambs. We quote:—Sheep: Fat ewes, 13s 6d to 16s 6d; 2-tooth wethers, 10s 9d, 11s 6d to 11s 10d; well bred lambs, 6s 1d, 9s to 9s 9d; 2-tooth ewes, small, 11s to 11s 6d; mixed aged ewes, 8s, 8s 4d, 9s 7d to 10s 3d; shorn cull lambs, 3s 5d to 4s 5d. — [701, 1273, 831, 1394]
article-paragraph: Rams.—Three two-tooth Lincolns, W. E. C. Tylee 1. One four-tooth Lincoln, C. Avery 1 and 2, H. R. Wilson 3. One Lincoln, any age, C. Avery 1 and 2. — [840, 1317, 970, 1361]
article-paragraph: Mr A. R. Bunny forwarded a copy of the lease from the Trust to Mr J. C. Ewington for approval. The matter was referred to the Chairman and a committee for a report. — [979, 1147, 1109, 1199]
heading-rule — [749, 1259, 783, 1260]
